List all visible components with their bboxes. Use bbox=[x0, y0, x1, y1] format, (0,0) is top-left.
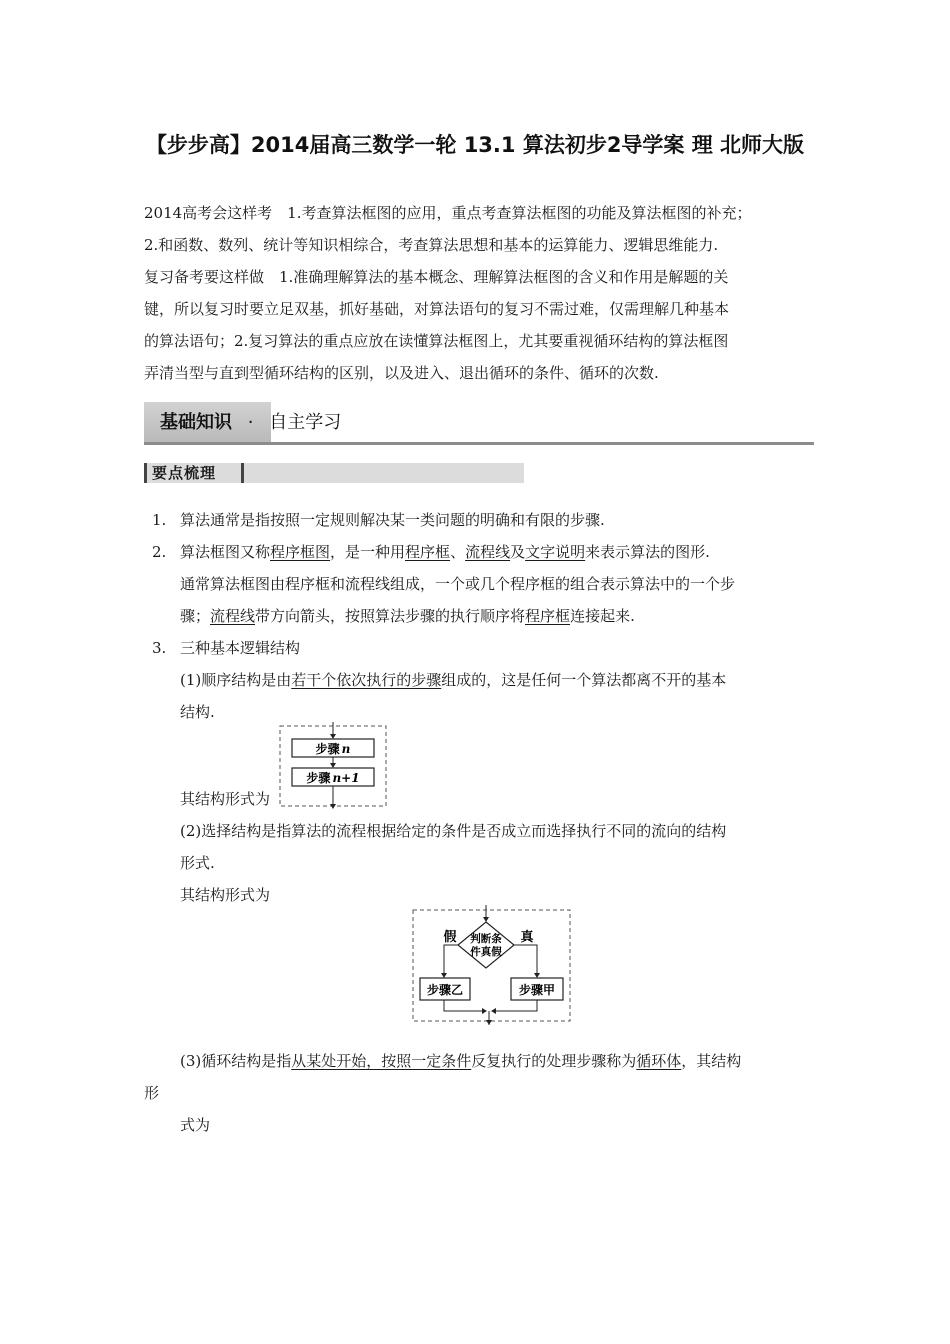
item-2-text-c: 、 bbox=[450, 543, 466, 561]
condition-line-2: 件真假 bbox=[470, 946, 502, 958]
merge-arrowhead-left bbox=[482, 1008, 487, 1014]
review-line-3: 的算法语句；2.复习算法的重点应放在读懂算法框图上，尤其要重视循环结构的算法框图 bbox=[144, 332, 729, 350]
loop-line-2: 形 bbox=[144, 1084, 160, 1102]
condition-diamond bbox=[458, 922, 514, 968]
review-line-2: 键，所以复习时要立足双基，抓好基础，对算法语句的复习不需过难，仅需理解几种基本 bbox=[144, 300, 730, 318]
term-flow-line-2: 流程线 bbox=[210, 607, 256, 625]
sel-arrowhead-out bbox=[486, 1020, 492, 1025]
sequential-form-label: 其结构形式为 bbox=[180, 790, 271, 808]
term-flow-line: 流程线 bbox=[465, 543, 511, 561]
item-3-text: 三种基本逻辑结构 bbox=[180, 639, 301, 657]
section-title bbox=[160, 410, 341, 436]
sequential-pre: (1)顺序结构是由 bbox=[180, 671, 292, 689]
item-2-text-a: 算法框图又称 bbox=[180, 543, 271, 561]
term-program-box: 程序框 bbox=[405, 543, 451, 561]
document-title: 【步步高】2014届高三数学一轮 13.1 算法初步2导学案 理 北师大版 bbox=[145, 133, 805, 157]
false-label: 假 bbox=[443, 930, 457, 945]
item-2-text-d: 及 bbox=[510, 543, 526, 561]
item-1-number: 1. bbox=[152, 511, 167, 529]
merge-line-right bbox=[492, 1000, 537, 1011]
term-program-box-2: 程序框 bbox=[525, 607, 571, 625]
selection-line-2: 形式. bbox=[180, 854, 215, 872]
selection-flowchart bbox=[410, 905, 574, 1025]
exam-line-2: 2.和函数、数列、统计等知识相综合，考查算法思想和基本的运算能力、逻辑思维能力. bbox=[144, 236, 719, 254]
true-branch-line bbox=[514, 945, 537, 977]
loop-line-3: 式为 bbox=[180, 1116, 211, 1134]
sequential-line-1 bbox=[180, 664, 726, 696]
section-title-dot: · bbox=[247, 412, 254, 433]
step-a-label: 步骤甲 bbox=[518, 983, 556, 997]
item-2 bbox=[152, 536, 710, 568]
item-2-number: 2. bbox=[152, 543, 167, 561]
sequential-post: 组成的，这是任何一个算法都离不开的基本 bbox=[441, 671, 727, 689]
term-text-description: 文字说明 bbox=[525, 543, 586, 561]
item-2-line-2: 通常算法框图由程序框和流程线组成，一个或几个程序框的组合表示算法中的一个步 bbox=[180, 575, 736, 593]
step-n1-label: 步骤 n+1 bbox=[306, 771, 360, 785]
loop-pre: (3)循环结构是指 bbox=[180, 1052, 292, 1070]
item-1 bbox=[152, 504, 605, 536]
merge-line-left bbox=[444, 1000, 486, 1011]
item-2-text-b: ，是一种用 bbox=[330, 543, 406, 561]
sequential-line-2: 结构. bbox=[180, 703, 215, 721]
key-points-right-mark bbox=[241, 463, 244, 483]
step-b-label: 步骤乙 bbox=[426, 983, 464, 997]
selection-line-1: (2)选择结构是指算法的流程根据给定的条件是否成立而选择执行不同的流向的结构 bbox=[180, 822, 727, 840]
loop-post: ，其结构 bbox=[681, 1052, 742, 1070]
term-sequential-steps: 若干个依次执行的步骤 bbox=[291, 671, 442, 689]
key-points-left-mark bbox=[144, 463, 147, 483]
term-loop-body: 循环体 bbox=[636, 1052, 682, 1070]
review-line-4: 弄清当型与直到型循环结构的区别，以及进入、退出循环的条件、循环的次数. bbox=[144, 364, 659, 382]
key-points-label: 要点梳理 bbox=[152, 464, 217, 482]
term-program-flowchart: 程序框图 bbox=[270, 543, 331, 561]
false-branch-line bbox=[444, 945, 458, 977]
condition-line-1: 判断条 bbox=[470, 933, 502, 945]
term-loop-condition: 从某处开始，按照一定条件 bbox=[291, 1052, 472, 1070]
sequential-flowchart bbox=[278, 722, 390, 810]
loop-line-1 bbox=[180, 1045, 741, 1077]
section-title-rest: 自主学习 bbox=[269, 412, 342, 433]
item-2-line-3 bbox=[180, 600, 635, 632]
item-2-line-3-end: 连接起来. bbox=[570, 607, 635, 625]
item-2-line-3-mid: 带方向箭头，按照算法步骤的执行顺序将 bbox=[255, 607, 526, 625]
loop-mid: 反复执行的处理步骤称为 bbox=[471, 1052, 637, 1070]
true-label: 真 bbox=[520, 930, 534, 945]
item-2-line-3-pre: 骤； bbox=[180, 607, 211, 625]
item-2-text-e: 来表示算法的图形. bbox=[585, 543, 710, 561]
seq-arrowhead-mid bbox=[330, 763, 336, 768]
false-branch-arrowhead bbox=[441, 973, 447, 978]
item-3 bbox=[152, 632, 300, 664]
exam-line-1: 2014高考会这样考 1.考查算法框图的应用，重点考查算法框图的功能及算法框图的补充； bbox=[144, 204, 752, 222]
merge-arrowhead-right bbox=[491, 1008, 496, 1014]
step-n-label: 步骤 n bbox=[315, 742, 351, 756]
selection-form-label: 其结构形式为 bbox=[180, 886, 271, 904]
true-branch-arrowhead bbox=[534, 973, 540, 978]
exam-intro bbox=[144, 197, 814, 389]
section-title-bold: 基础知识 bbox=[160, 412, 232, 433]
seq-arrowhead-in bbox=[330, 734, 336, 739]
item-1-text: 算法通常是指按照一定规则解决某一类问题的明确和有限的步骤. bbox=[180, 511, 605, 529]
review-line-1: 复习备考要这样做 1.准确理解算法的基本概念、理解算法框图的含义和作用是解题的关 bbox=[144, 268, 729, 286]
section-header-rule bbox=[144, 442, 814, 445]
item-3-number: 3. bbox=[152, 639, 167, 657]
